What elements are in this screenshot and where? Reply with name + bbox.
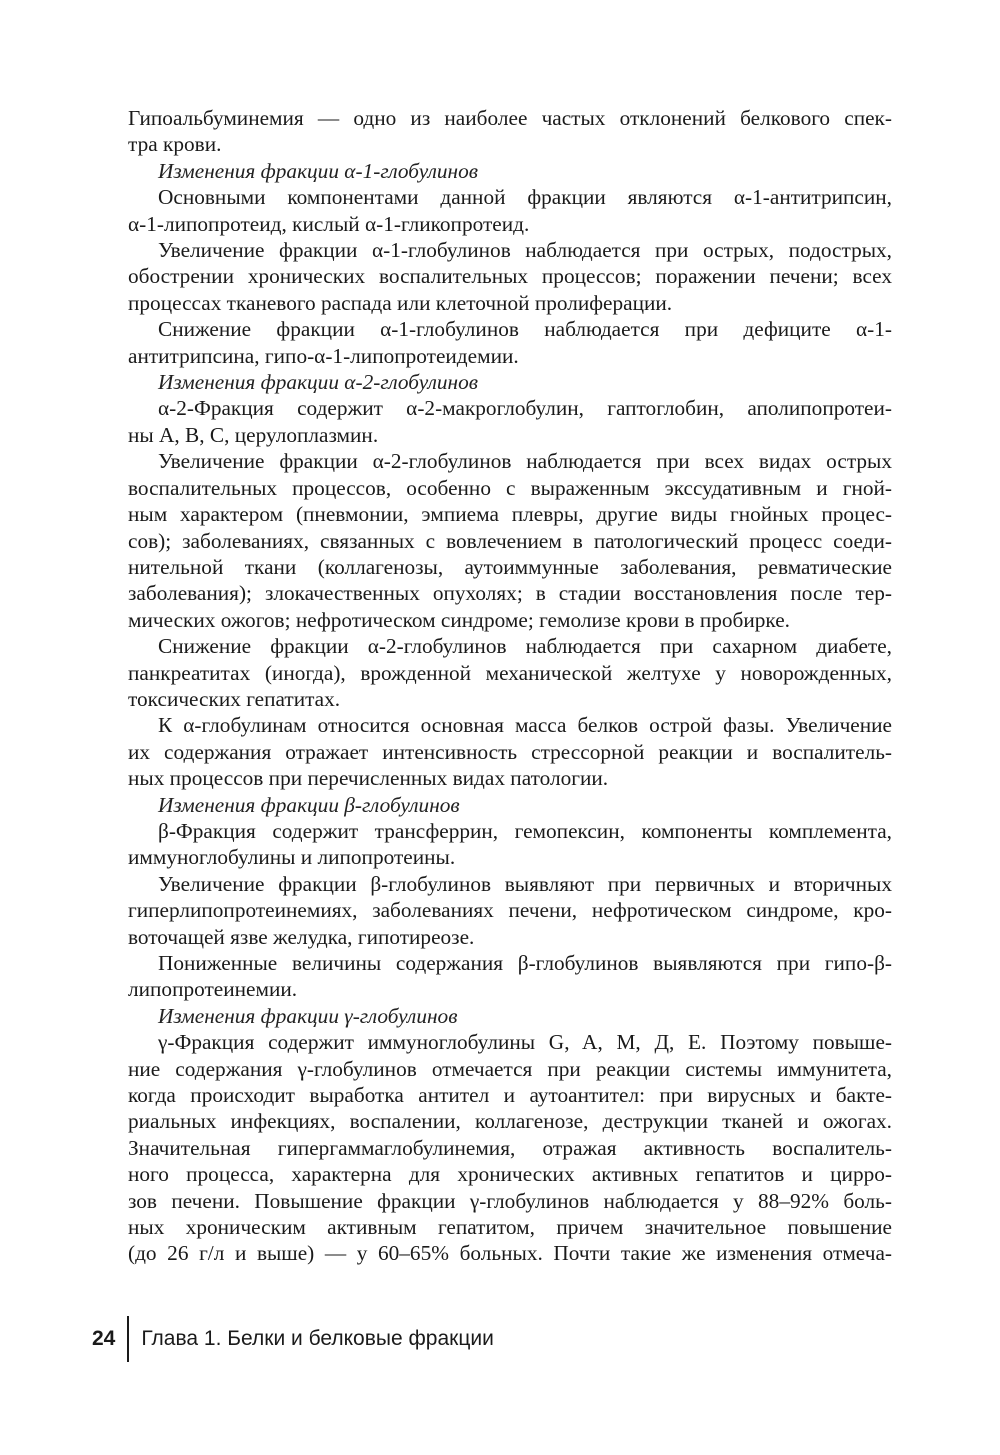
text-line: К α-глобулинам относится основная масса белков острой фазы. Увеличение bbox=[158, 713, 892, 738]
text-line: антитрипсина, гипо-α-1-липопротеидемии. bbox=[128, 343, 519, 368]
text-line: их содержания отражает интенсивность стрессорной реакции и воспалитель- bbox=[128, 739, 892, 764]
text-line: ны А, В, С, церулоплазмин. bbox=[128, 422, 379, 447]
footer-divider bbox=[127, 1316, 129, 1362]
text-line: сов); заболеваниях, связанных с вовлечением в патологический процесс соеди- bbox=[128, 528, 892, 553]
text-line: панкреатитах (иногда), врожденной механической желтухе у новорожденных, bbox=[128, 660, 892, 685]
body-paragraph bbox=[128, 950, 892, 1003]
text-line: тра крови. bbox=[128, 132, 222, 157]
text-line: ние содержания γ-глобулинов отмечается при реакции системы иммунитета, bbox=[128, 1056, 892, 1081]
body-paragraph bbox=[128, 818, 892, 871]
text-line: процессах тканевого распада или клеточной пролиферации. bbox=[128, 290, 673, 315]
text-line: Гипоальбуминемия — одно из наиболее частых отклонений белкового спек- bbox=[128, 106, 892, 130]
text-line: мических ожогов; нефротическом синдроме; гемолизе крови в пробирке. bbox=[128, 607, 791, 632]
text-line: α-2-Фракция содержит α-2-макроглобулин, гаптоглобин, аполипопротеи- bbox=[158, 396, 892, 421]
section-heading: Изменения фракции β-глобулинов bbox=[158, 792, 460, 817]
text-line: Основными компонентами данной фракции являются α-1-антитрипсин, bbox=[158, 185, 892, 210]
text-line: ных хроническим активным гепатитом, причем значительное повышение bbox=[128, 1215, 892, 1240]
text-line: липопротеинемии. bbox=[128, 977, 298, 1002]
text-line: Увеличение фракции α-2-глобулинов наблюдается при всех видах острых bbox=[158, 449, 892, 474]
text-line: гиперлипопротеинемиях, заболеваниях печени, нефротическом синдроме, кро- bbox=[128, 898, 892, 923]
text-line: ного процесса, характерна для хронических активных гепатитов и цирро- bbox=[128, 1162, 892, 1187]
text-line: α-1-липопротеид, кислый α-1-гликопротеид. bbox=[128, 211, 530, 236]
text-line: зов печени. Повышение фракции γ-глобулинов наблюдается у 88–92% боль- bbox=[128, 1188, 892, 1213]
text-line: риальных инфекциях, воспалении, коллагенозе, деструкции тканей и ожогах. bbox=[128, 1109, 892, 1134]
body-paragraph bbox=[128, 395, 892, 448]
body-paragraph bbox=[128, 448, 892, 633]
text-line: когда происходит выработка антител и аутоантител: при вирусных и бакте- bbox=[128, 1083, 892, 1108]
text-line: Пониженные величины содержания β-глобулинов выявляются при гипо-β- bbox=[158, 951, 892, 975]
text-line: (до 26 г/л и выше) — у 60–65% больных. Почти такие же изменения отмеча- bbox=[128, 1241, 892, 1266]
running-chapter-title: Глава 1. Белки и белковые фракции bbox=[141, 1327, 494, 1350]
text-line: Значительная гипергаммаглобулинемия, отражая активность воспалитель- bbox=[128, 1135, 892, 1160]
text-line: обострении хронических воспалительных процессов; поражении печени; всех bbox=[128, 264, 892, 289]
page-number: 24 bbox=[92, 1327, 116, 1350]
text-line: Увеличение фракции β-глобулинов выявляют при первичных и вторичных bbox=[158, 871, 892, 896]
body-paragraph bbox=[128, 1029, 892, 1267]
body-paragraph bbox=[128, 105, 892, 158]
text-line: Снижение фракции α-2-глобулинов наблюдается при сахарном диабете, bbox=[158, 634, 892, 659]
text-line: иммуноглобулины и липопротеины. bbox=[128, 845, 456, 870]
text-line: ным характером (пневмонии, эмпиема плевры, другие виды гнойных процес- bbox=[128, 502, 892, 527]
text-line: воспалительных процессов, особенно с выраженным экссудативным и гной- bbox=[128, 475, 892, 500]
body-paragraph bbox=[128, 316, 892, 369]
body-paragraph bbox=[128, 633, 892, 712]
body-paragraph bbox=[128, 184, 892, 237]
body-paragraph bbox=[128, 237, 892, 316]
text-line: Увеличение фракции α-1-глобулинов наблюдается при острых, подострых, bbox=[158, 238, 892, 263]
text-line: воточащей язве желудка, гипотиреозе. bbox=[128, 924, 475, 949]
section-heading: Изменения фракции α-1-глобулинов bbox=[158, 158, 478, 183]
page-body bbox=[128, 105, 892, 1267]
section-heading: Изменения фракции γ-глобулинов bbox=[158, 1003, 458, 1028]
page-footer bbox=[92, 1316, 494, 1362]
body-paragraph bbox=[128, 871, 892, 950]
text-line: токсических гепатитах. bbox=[128, 686, 341, 711]
text-line: β-Фракция содержит трансферрин, гемопексин, компоненты комплемента, bbox=[158, 818, 892, 843]
text-line: Снижение фракции α-1-глобулинов наблюдается при дефиците α-1- bbox=[158, 317, 892, 342]
text-line: γ-Фракция содержит иммуноглобулины G, A, M, Д, E. Поэтому повыше- bbox=[158, 1030, 892, 1055]
section-heading: Изменения фракции α-2-глобулинов bbox=[158, 370, 478, 395]
body-paragraph bbox=[128, 712, 892, 791]
text-line: нительной ткани (коллагенозы, аутоиммунные заболевания, ревматические bbox=[128, 554, 892, 579]
text-line: заболевания); злокачественных опухолях; в стадии восстановления после тер- bbox=[128, 581, 892, 606]
text-line: ных процессов при перечисленных видах патологии. bbox=[128, 766, 609, 791]
